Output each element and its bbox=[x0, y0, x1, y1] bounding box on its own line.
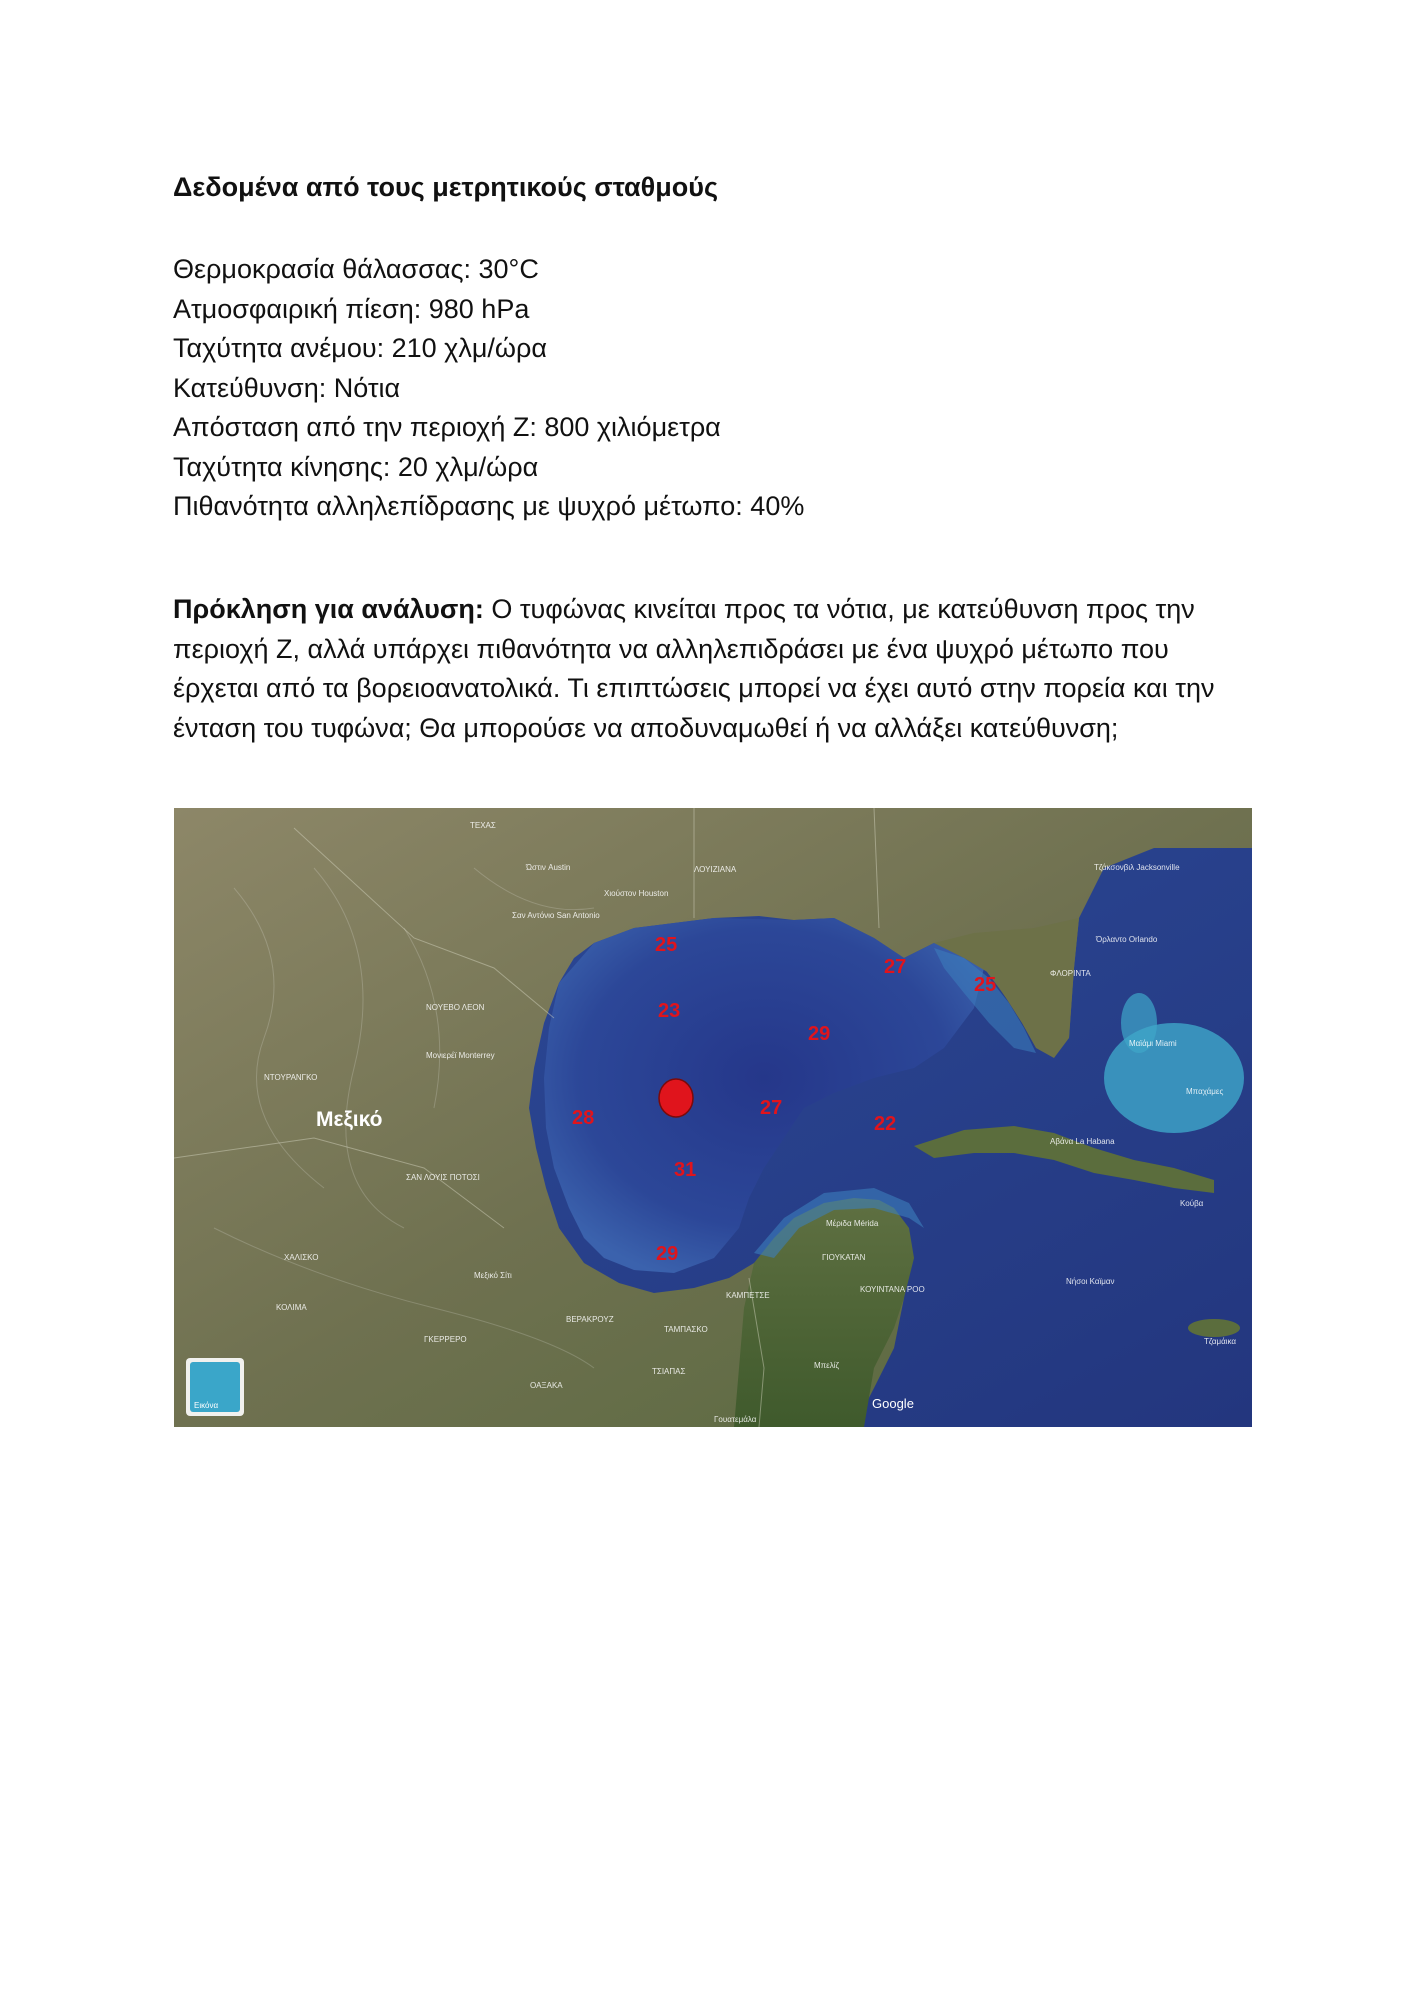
place-label: ΛΟΥΙΖΙΑΝΑ bbox=[694, 865, 737, 874]
page-heading: Δεδομένα από τους μετρητικούς σταθμούς bbox=[173, 172, 718, 202]
gulf-of-mexico-map[interactable] bbox=[174, 808, 1252, 1427]
place-label: Τζαμάικα bbox=[1204, 1337, 1237, 1346]
place-label: ΒΕΡΑΚΡΟΥΖ bbox=[566, 1315, 614, 1324]
place-label: Μονιερέϊ Monterrey bbox=[426, 1051, 495, 1060]
map-view-control[interactable] bbox=[186, 1358, 244, 1416]
place-label: ΦΛΟΡΙΝΤΑ bbox=[1050, 969, 1091, 978]
place-label: ΣΑΝ ΛΟΥΙΣ ΠΟΤΟΣΙ bbox=[406, 1173, 480, 1182]
place-label: ΓΙΟΥΚΑΤΑΝ bbox=[822, 1253, 866, 1262]
place-label: ΟΑΞΑΚΑ bbox=[530, 1381, 563, 1390]
temperature-label: 25 bbox=[974, 974, 997, 996]
hurricane-position-marker bbox=[659, 1079, 693, 1117]
place-label: ΤΑΜΠΑΣΚΟ bbox=[664, 1325, 708, 1334]
place-label: Μαϊάμι Miami bbox=[1129, 1039, 1177, 1048]
place-label: Μεξικό Σίτι bbox=[474, 1271, 512, 1280]
temperature-label: 27 bbox=[760, 1097, 783, 1119]
google-logo: Google bbox=[872, 1396, 914, 1411]
place-label: ΓΚΕΡΡΕΡΟ bbox=[424, 1335, 467, 1344]
place-label: ΤΣΙΑΠΑΣ bbox=[652, 1367, 686, 1376]
station-data-list bbox=[173, 250, 804, 527]
temperature-label: 28 bbox=[572, 1107, 595, 1129]
data-line-pressure: Ατμοσφαιρική πίεση: 980 hPa bbox=[173, 293, 530, 324]
place-label: ΚΟΛΙΜΑ bbox=[276, 1303, 307, 1312]
map-view-control-label: Εικόνα bbox=[194, 1401, 219, 1410]
place-label: Μέριδα Mérida bbox=[826, 1219, 879, 1228]
place-label: Νήσοι Καϊμαν bbox=[1066, 1277, 1115, 1286]
temperature-label: 25 bbox=[655, 934, 678, 956]
place-label: ΤΕΧΑΣ bbox=[470, 821, 496, 830]
place-label: ΝΤΟΥΡΑΝΓΚΟ bbox=[264, 1073, 318, 1082]
place-label: Όρλαντο Orlando bbox=[1096, 935, 1158, 944]
data-line-sea-temperature: Θερμοκρασία θάλασσας: 30°C bbox=[173, 254, 539, 284]
place-label: Αβάνα La Habana bbox=[1050, 1137, 1115, 1146]
place-label: Τζάκσονβιλ Jacksonville bbox=[1094, 863, 1180, 872]
data-line-direction: Κατεύθυνση: Νότια bbox=[173, 372, 401, 403]
temperature-label: 29 bbox=[656, 1243, 679, 1265]
temperature-label: 23 bbox=[658, 1000, 681, 1022]
temperature-label: 27 bbox=[884, 956, 907, 978]
data-line-distance: Απόσταση από την περιοχή Z: 800 χιλιόμετρα bbox=[173, 412, 721, 442]
country-label-mexico: Μεξικό bbox=[316, 1108, 383, 1131]
place-label: Γουατεμάλα bbox=[714, 1415, 757, 1424]
place-label: Μπαχάμες bbox=[1186, 1087, 1224, 1096]
place-label: Σαν Αντόνιο San Antonio bbox=[512, 911, 600, 920]
challenge-paragraph bbox=[173, 590, 1253, 748]
place-label: Ώστιν Austin bbox=[526, 863, 571, 872]
challenge-text: Ο τυφώνας κινείται προς τα νότια, με κατεύθυνση προς την περιοχή Z, αλλά υπάρχει πιθανότητα να αλληλεπιδράσει με ένα ψυχρό μέτωπο που έρχεται από τα βορειοανατολικά. Τι επιπτώσεις μπορεί να έχει αυτό στην πορεία και την ένταση του τυφώνα; Θα μπορούσε να αποδυναμωθεί ή να αλλάξει κατεύθυνση; bbox=[173, 594, 1215, 743]
place-label: ΚΟΥΙΝΤΑΝΑ ΡΟΟ bbox=[860, 1285, 925, 1294]
place-label: ΝΟΥΕΒΟ ΛΕΟΝ bbox=[426, 1003, 485, 1012]
place-label: ΧΑΛΙΣΚΟ bbox=[284, 1253, 319, 1262]
data-line-cold-front-probability: Πιθανότητα αλληλεπίδρασης με ψυχρό μέτωπο: 40% bbox=[173, 491, 805, 521]
challenge-label: Πρόκληση για ανάλυση: bbox=[173, 594, 484, 624]
place-label: ΚΑΜΠΕΤΣΕ bbox=[726, 1291, 770, 1300]
place-label: Χιούστον Houston bbox=[604, 889, 669, 898]
temperature-label: 31 bbox=[674, 1159, 697, 1181]
temperature-label: 29 bbox=[808, 1023, 831, 1045]
temperature-label: 22 bbox=[874, 1113, 897, 1135]
land-jamaica bbox=[1188, 1319, 1240, 1337]
place-label: Μπελίζ bbox=[814, 1361, 840, 1370]
data-line-movement-speed: Ταχύτητα κίνησης: 20 χλμ/ώρα bbox=[173, 451, 539, 482]
data-line-wind-speed: Ταχύτητα ανέμου: 210 χλμ/ώρα bbox=[173, 333, 547, 363]
place-label: Κούβα bbox=[1180, 1199, 1204, 1208]
